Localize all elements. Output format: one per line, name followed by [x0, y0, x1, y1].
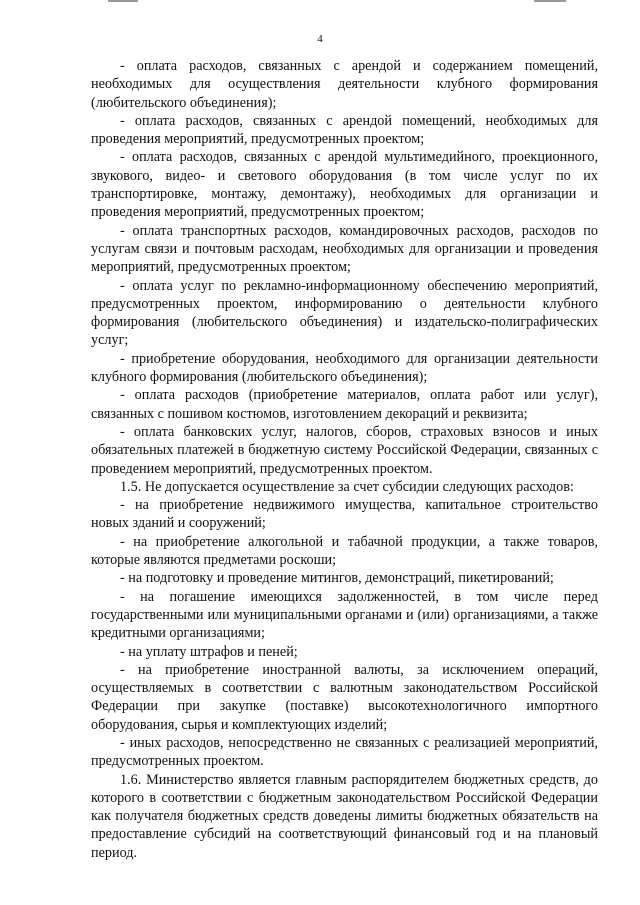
clause-1-6: 1.6. Министерство является главным распорядителем бюджетных средств, до которого в соответствии с бюджетным законодательством Российской Федерации как получателя бюджетных средств доведены лимиты бюджетных обязательств на предоставление субсидий на соответствующий финансовый год и на плановый период. — [91, 771, 598, 861]
document-body — [91, 57, 598, 862]
expense-item-bank-taxes: - оплата банковских услуг, налогов, сборов, страховых взносов и иных обязательных платежей в бюджетную систему Российской Федерации, связанных с проведением мероприятий, предусмотренных проектом. — [91, 423, 598, 477]
scan-edge-mark-left — [108, 0, 138, 2]
prohibited-item-unrelated: - иных расходов, непосредственно не связанных с реализацией мероприятий, предусмотренных проектом. — [91, 734, 598, 770]
prohibited-item-fines: - на уплату штрафов и пеней; — [120, 643, 298, 660]
expense-item-transport-communication: - оплата транспортных расходов, командировочных расходов, расходов по услугам связи и почтовым расходам, необходимых для организации и проведения мероприятий, предусмотренных проектом; — [91, 222, 598, 276]
expense-item-event-premises: - оплата расходов, связанных с арендой помещений, необходимых для проведения мероприятий, предусмотренных проектом; — [91, 112, 598, 148]
expense-item-costumes: - оплата расходов (приобретение материалов, оплата работ или услуг), связанных с пошивом костюмов, изготовлением декораций и реквизита; — [91, 387, 598, 422]
expense-item-equipment-rental: - оплата расходов, связанных с арендой мультимедийного, проекционного, звукового, видео- и светового оборудования (в том числе услуг по их транспортировке, монтажу, демонтажу), необходимых для организации и проведения мероприятий, предусмотренных проектом; — [91, 149, 598, 221]
prohibited-item-rallies: - на подготовку и проведение митингов, демонстраций, пикетирований; — [120, 570, 554, 587]
page-number: 4 — [317, 33, 323, 45]
prohibited-item-real-estate: - на приобретение недвижимого имущества, капитальное строительство новых зданий и сооружений; — [91, 497, 598, 532]
clause-1-5-heading: 1.5. Не допускается осуществление за счет субсидии следующих расходов: — [120, 478, 574, 495]
scan-edge-mark-right — [534, 0, 566, 2]
prohibited-item-alcohol-luxury: - на приобретение алкогольной и табачной продукции, а также товаров, которые являются предметами роскоши; — [91, 533, 598, 569]
prohibited-item-currency: - на приобретение иностранной валюты, за исключением операций, осуществляемых в соответствии с валютным законодательством Российской Федерации при закупке (поставке) высокотехнологичного импортного оборудования, сырья и комплектующих изделий; — [91, 661, 598, 733]
expense-item-premises-maintenance: - оплата расходов, связанных с арендой и содержанием помещений, необходимых для осуществления деятельности клубного формирования (любительского объединения); — [91, 58, 598, 111]
expense-item-advertising: - оплата услуг по рекламно-информационному обеспечению мероприятий, предусмотренных проектом, информированию о деятельности клубного формирования (любительского объединения) и издательско-полиграфических услуг; — [91, 277, 598, 349]
expense-item-equipment-purchase: - приобретение оборудования, необходимого для организации деятельности клубного формирования (любительского объединения); — [91, 350, 598, 386]
prohibited-item-debts: - на погашение имеющихся задолженностей, в том числе перед государственными или муниципальными органами и (или) организациями, а также кредитными организациями; — [91, 588, 598, 642]
